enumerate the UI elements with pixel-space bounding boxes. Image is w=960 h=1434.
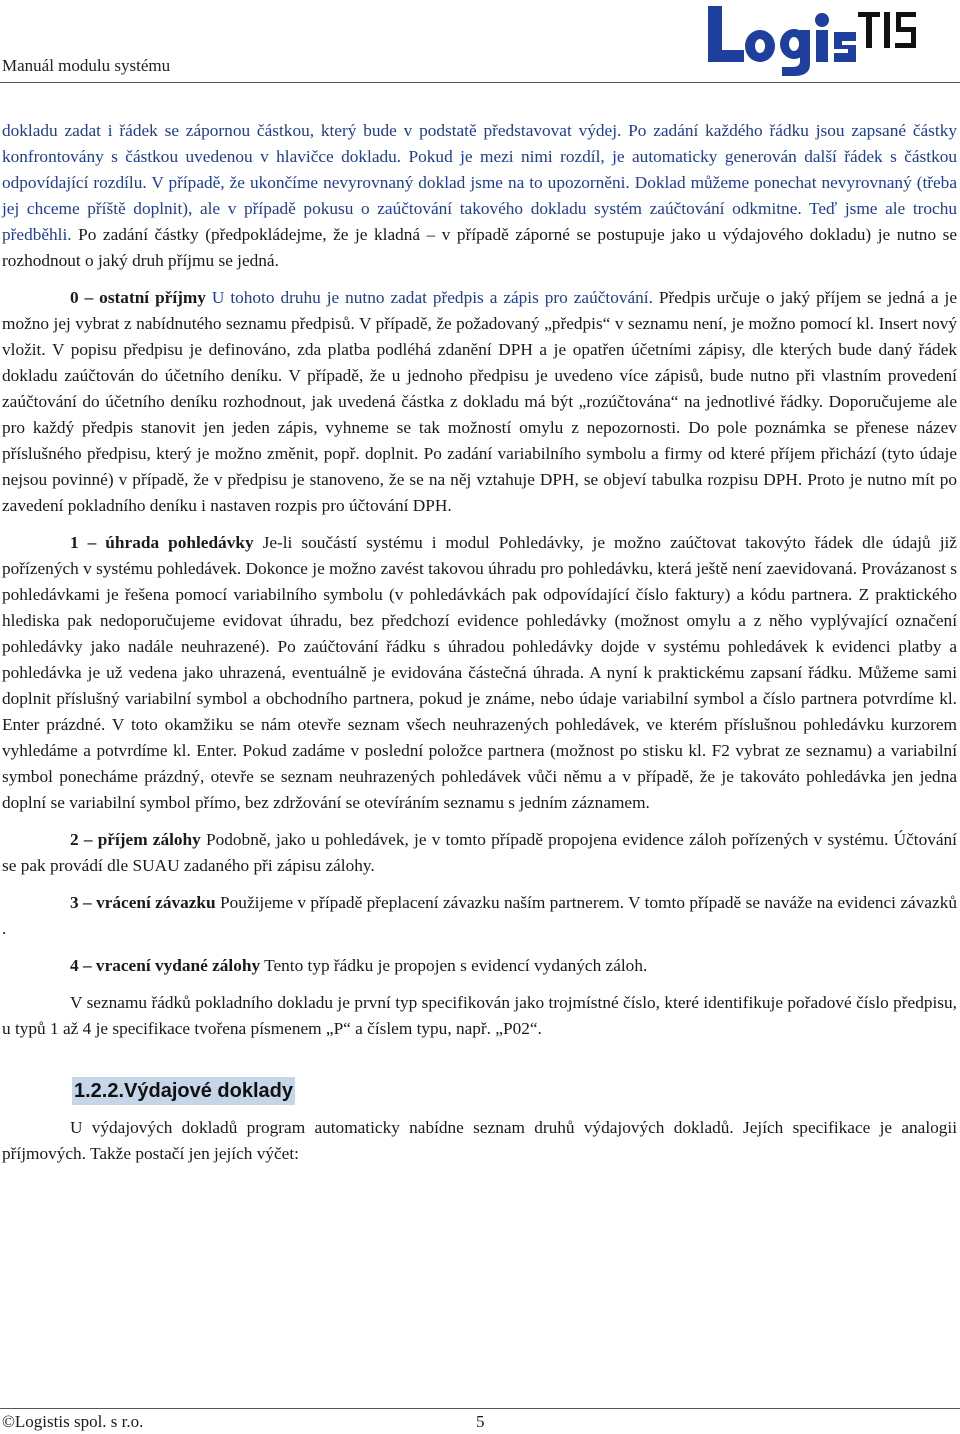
text-segment: V popisu předpisu je definováno, zda platba podléhá zdanění DPH a je opatřen účetními zápisy, dle kterých bude daný řádek dokladu zaúčtován do účetního deníku. xyxy=(2,340,958,385)
text-segment: V toto okamžiku se nám otevře seznam všech neuhrazených pohledávek, ve kterém příslušnou pohledávku kurzorem vyhledáme a potvrdíme kl. Enter. xyxy=(2,715,957,760)
text-segment: V případě, že požadovaný „předpis“ v seznamu není, je možno pomocí kl. Insert nový vložit. xyxy=(2,314,957,359)
text-segment: Po zadání variabilního symbolu a firmy od které příjem přichází (tyto údaje nejsou povinné) v případě, že v předpisu je stanoveno, že se na něj vztahuje DPH, se objeví tabulka rozpisu DPH. xyxy=(2,444,957,489)
document-title: Manuál modulu systému xyxy=(2,56,171,75)
text-segment: Po zadání každého řádku jsou zapsané částky konfrontovány s částkou uvedenou v hlavičce dokladu. xyxy=(2,121,957,166)
footer-divider xyxy=(0,1408,960,1409)
term-label: 1 – úhrada pohledávky xyxy=(70,533,254,552)
body-paragraph xyxy=(2,530,957,816)
text-segment: dokladu zadat i řádek se zápornou částkou, který bude v podstatě představovat výdej. xyxy=(2,121,629,140)
text-segment: Teď jsme ale trochu předběhli. xyxy=(2,199,957,244)
text-segment: Podobně, jako u pohledávek, je v tomto případě propojena evidence záloh pořízených v systému. xyxy=(200,830,894,849)
text-segment: Pokud zadáme v poslední položce partnera (možnost po stisku kl. F2 vybrat ze seznamu) a variabilní symbol ponecháme prázdný, otevře se seznam neuhrazených pohledávek vůči němu a v případě, že je takováto pohledávka jen jedna doplní se variabilní symbol přímo, bez zdržování se otevíráním seznamu s jedním záznamem. xyxy=(2,741,957,812)
text-segment: Tento typ řádku je propojen s evidencí vydaných záloh. xyxy=(260,956,648,975)
page-number: 5 xyxy=(476,1412,485,1431)
text-segment: Dokonce je možno zavést takovou úhradu pro pohledávku, která ještě není zaevidovaná. xyxy=(245,559,862,578)
text-segment: V případě, že u jednoho předpisu je uvedeno více zápisů, bude nutno při vlastním provedení zaúčtování do účetního deníku rozhodnout, jak uvedená částka z dokladu má být „rozúčtována“ na jednotlivé řádky. xyxy=(2,366,957,411)
section-heading: 1.2.2.Výdajové doklady xyxy=(72,1077,295,1105)
body-paragraph xyxy=(2,118,957,274)
text-segment: Účtování se pak provádí dle SUAU zadaného při zápisu zálohy. xyxy=(2,830,957,875)
text-segment: U tohoto druhu je nutno zadat předpis a zápis pro zaúčtování. xyxy=(205,288,659,307)
term-label: 3 – vrácení závazku xyxy=(70,893,216,912)
text-segment: V tomto případě se naváže na evidenci závazků . xyxy=(2,893,957,938)
text-segment: Můžeme sami doplnit příslušný variabilní symbol a obchodního partnera, pokud je známe, nebo údaje variabilní symbol a číslo partnera potvrdíme kl. Enter prázdné. xyxy=(2,663,958,734)
body-paragraph xyxy=(2,890,957,942)
section-paragraph xyxy=(2,1115,957,1167)
logo-text: LogisTIS xyxy=(708,74,712,75)
page-header xyxy=(0,0,960,96)
text-segment: Z praktického hlediska pak nedoporučujeme evidovat úhradu, bez předchozí evidence pohledávky (možnost omylu a z něho vyplývající označení pohledávky jako nadále neuhrazené). xyxy=(2,585,957,656)
text-segment: V seznamu řádků pokladního dokladu je první typ specifikován jako trojmístné číslo, které identifikuje pořadové číslo předpisu, u typů 1 až 4 je specifikace tvořena písmenem „P“ a číslem typu, např. „P02“. xyxy=(2,993,957,1038)
body-paragraph xyxy=(2,990,957,1042)
text-segment: V případě, že ukončíme nevyrovnaný doklad jsme na to upozorněni. xyxy=(151,173,635,192)
body-paragraph xyxy=(2,953,957,979)
text-segment: Doklad můžeme ponechat nevyrovnaný (třeba jej chceme příště doplnit), ale v případě pokusu o zaúčtování takového dokladu systém zaúčtování odkmitne. xyxy=(2,173,957,218)
term-label: 2 – příjem zálohy xyxy=(70,830,201,849)
term-label: 4 – vracení vydané zálohy xyxy=(70,956,261,975)
text-segment: Proto je nutno mít po zavedení pokladního deníku i nastaven rozpis pro účtování DPH. xyxy=(2,470,957,515)
term-label: 0 – ostatní příjmy xyxy=(70,288,206,307)
text-segment: Doporučujeme ale pro každý předpis stanovit jen jeden zápis, vyhneme se tak možností omylu z nepozornosti. xyxy=(2,392,957,437)
text-segment: Po zadání částky (předpokládejme, že je kladná – v případě záporné se postupuje jako u výdajového dokladu) je nutno se rozhodnout o jaký druh příjmu se jedná. xyxy=(2,225,958,270)
header-divider xyxy=(0,82,960,83)
text-segment: Použijeme v případě přeplacení závazku naším partnerem. xyxy=(215,893,629,912)
body-paragraph xyxy=(2,827,957,879)
page-footer xyxy=(0,1408,960,1434)
text-segment: Předpis určuje o jaký příjem se jedná a je možno jej vybrat z nabídnutého seznamu předpisů. xyxy=(2,288,957,333)
text-segment: Provázanost s pohledávkami je řešena pomocí variabilního symbolu (v pohledávkách pak odpovídající číslo faktury) a kódu partnera. xyxy=(2,559,957,604)
section-paragraph-text: U výdajových dokladů program automaticky nabídne seznam druhů výdajových dokladů. Jejích specifikace je analogii příjmových. Takže postačí jen jejích výčet: xyxy=(2,1118,957,1163)
text-segment: Po zaúčtování řádku s úhradou pohledávky dojde v systému pohledávek k evidenci platby a pohledávka je už vedena jako uhrazená, eventuálně je evidována částečná úhrada. xyxy=(2,637,958,682)
footer-copyright: ©Logistis spol. s r.o. xyxy=(2,1412,144,1431)
document-body xyxy=(2,118,957,1178)
text-segment: A nyní k praktickému zapsaní řádku. xyxy=(589,663,858,682)
logistis-logo xyxy=(700,0,920,76)
body-paragraph xyxy=(2,285,957,519)
text-segment: Pokud je mezi nimi rozdíl, je automaticky generován další řádek s částkou odpovídající rozdílu. xyxy=(2,147,957,192)
text-segment: Je-li součástí systému i modul Pohledávky, je možno zaúčtovat takovýto řádek dle údajů již pořízených v systému pohledávek. xyxy=(2,533,957,578)
paragraph-list xyxy=(2,118,957,1042)
text-segment: Do pole poznámka se přenese název příslušného předpisu, který je možno změnit, popř. doplnit. xyxy=(2,418,957,463)
